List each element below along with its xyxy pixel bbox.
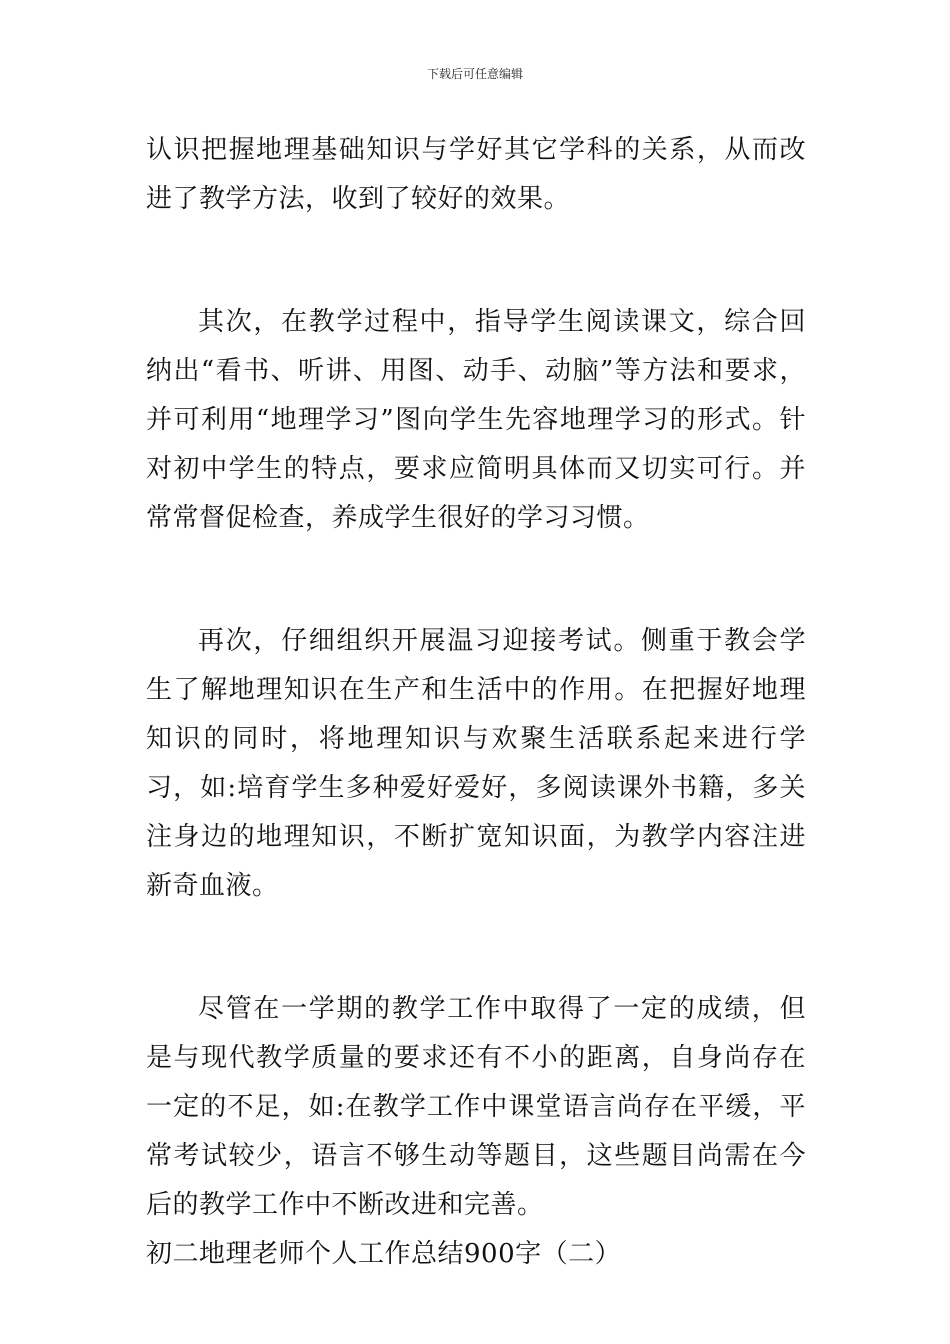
paragraph-third: 再次，仔细组织开展温习迎接考试。侧重于教会学生了解地理知识在生产和生活中的作用。在把握好地理知识的同时，将地理知识与欢聚生活联系起来进行学习，如:培育学生多种爱好爱好，多阅读课外书籍，多关注身边的地理知识，不断扩宽知识面，为教学内容注进新奇血液。 — [146, 626, 806, 901]
section-title: 初二地理老师个人工作总结900字（二） — [146, 1239, 622, 1269]
page-header-note: 下载后可任意编辑 — [426, 67, 523, 81]
paragraph-second: 其次，在教学过程中，指导学生阅读课文，综合回纳出“看书、听讲、用图、动手、动脑”等方法和要求，并可利用“地理学习”图向学生先容地理学习的形式。针对初中学生的特点，要求应简明具体而又切实可行。并常常督促检查，养成学生很好的学习习惯。 — [146, 307, 806, 533]
document-body — [146, 126, 806, 1279]
paragraph-continuation: 认识把握地理基础知识与学好其它学科的关系，从而改进了教学方法，收到了较好的效果。 — [146, 135, 806, 214]
paragraph-fourth: 尽管在一学期的教学工作中取得了一定的成绩，但是与现代教学质量的要求还有不小的距离，自身尚存在一定的不足，如:在教学工作中课堂语言尚存在平缓，平常考试较少，语言不够生动等题目，这些题目尚需在今后的教学工作中不断改进和完善。 — [146, 994, 806, 1220]
